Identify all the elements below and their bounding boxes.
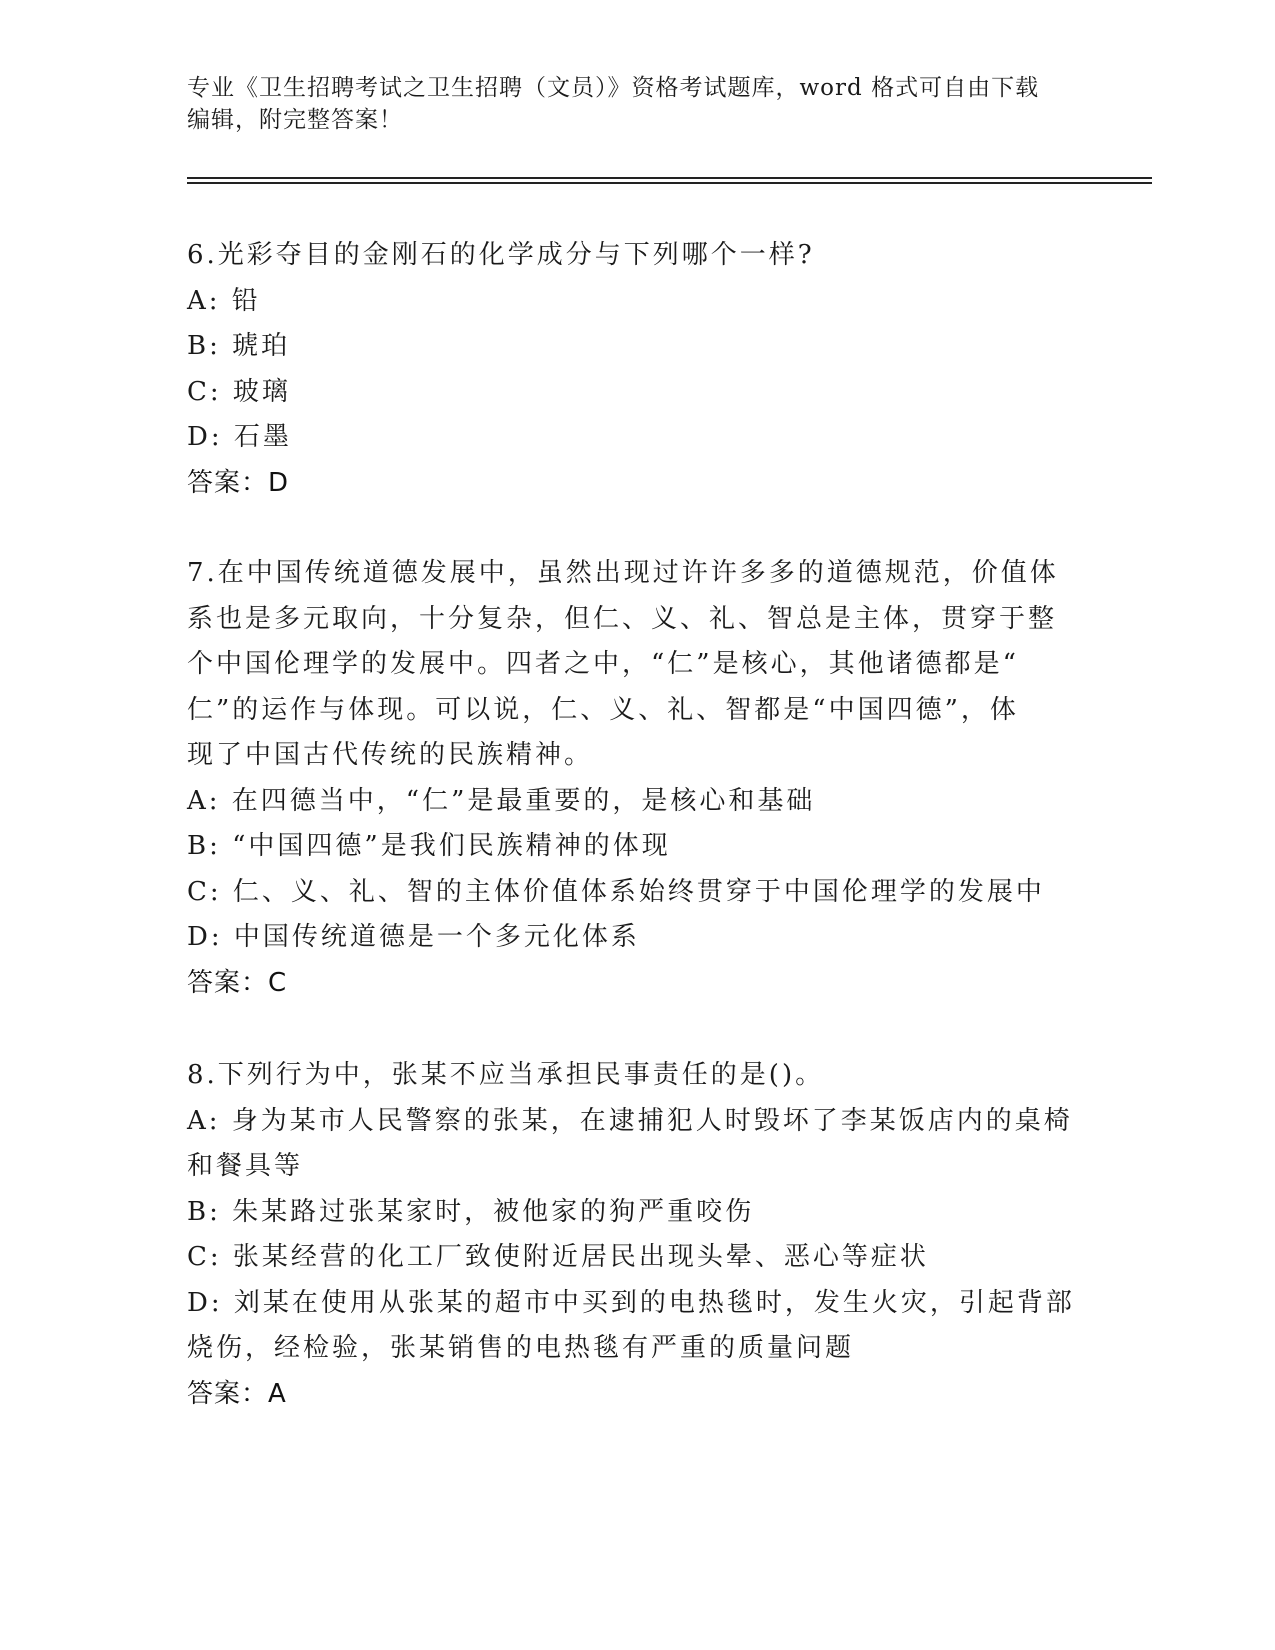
question-7 — [187, 551, 1087, 1006]
option-c: C: 张某经营的化工厂致使附近居民出现头晕、恶心等症状 — [187, 1242, 929, 1272]
document-header — [187, 72, 1087, 136]
question-8 — [187, 1053, 1087, 1417]
header-divider-bottom — [187, 182, 1152, 184]
option-a: A: 身为某市人民警察的张某，在逮捕犯人时毁坏了李某饭店内的桌椅 — [187, 1105, 1073, 1136]
question-stem: 8.下列行为中，张某不应当承担民事责任的是()。 — [187, 1060, 825, 1090]
option-c: C: 玻璃 — [187, 376, 291, 407]
option-d: D: 中国传统道德是一个多元化体系 — [187, 922, 640, 952]
header-line-1: 专业《卫生招聘考试之卫生招聘（文员）》资格考试题库，word 格式可自由下载 — [187, 75, 1040, 101]
answer-label: 答案：D — [187, 467, 290, 498]
question-stem: 6.光彩夺目的金刚石的化学成分与下列哪个一样? — [187, 240, 815, 270]
question-stem: 现了中国古代传统的民族精神。 — [187, 740, 594, 770]
option-b: B: 朱某路过张某家时，被他家的狗严重咬伤 — [187, 1196, 755, 1227]
question-stem: 系也是多元取向，十分复杂，但仁、义、礼、智总是主体，贯穿于整 — [187, 603, 1058, 634]
option-d: D: 刘某在使用从张某的超市中买到的电热毯时，发生火灾，引起背部 — [187, 1287, 1075, 1318]
option-b: B: “中国四德”是我们民族精神的体现 — [187, 831, 671, 861]
option-a: A: 铅 — [187, 285, 261, 316]
answer-label: 答案：C — [187, 967, 288, 998]
question-stem: 个中国伦理学的发展中。四者之中，“仁”是核心，其他诸德都是“ — [187, 649, 1019, 679]
question-stem: 仁”的运作与体现。可以说，仁、义、礼、智都是“中国四德”，体 — [187, 694, 1019, 725]
option-b: B: 琥珀 — [187, 331, 291, 361]
question-6 — [187, 233, 1087, 506]
header-line-2: 编辑，附完整答案！ — [187, 107, 403, 133]
option-d: D: 石墨 — [187, 422, 292, 452]
option-a-continued: 和餐具等 — [187, 1151, 304, 1181]
question-stem: 7.在中国传统道德发展中，虽然出现过许许多多的道德规范，价值体 — [187, 558, 1059, 588]
answer-label: 答案：A — [187, 1378, 287, 1409]
option-d-continued: 烧伤，经检验，张某销售的电热毯有严重的质量问题 — [187, 1333, 855, 1363]
option-c: C: 仁、义、礼、智的主体价值体系始终贯穿于中国伦理学的发展中 — [187, 876, 1045, 907]
header-divider-top — [187, 177, 1152, 179]
option-a: A: 在四德当中，“仁”是最重要的，是核心和基础 — [187, 785, 816, 816]
